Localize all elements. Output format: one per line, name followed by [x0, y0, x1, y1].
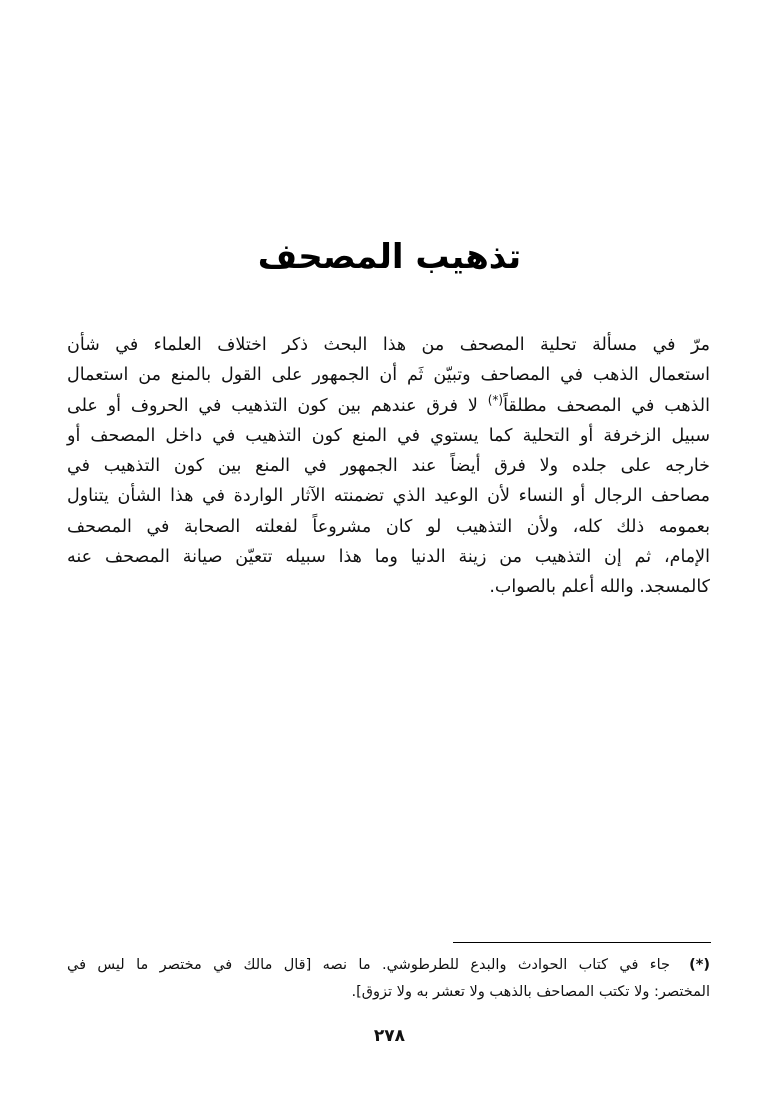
- body-line-9: كالمسجد. والله أعلم بالصواب.: [489, 577, 710, 598]
- body-line-8: الإمام، ثم إن التذهيب من زينة الدنيا وما هذا سبيله تتعيّن صيانة المصحف عنه: [67, 547, 710, 568]
- body-line-3-end: لا فرق عندهم بين كون التذهيب في الحروف أو على: [67, 395, 478, 416]
- body-paragraph: [67, 330, 710, 603]
- footnote-reference[interactable]: (*): [487, 392, 504, 407]
- body-line-6: مصاحف الرجال أو النساء لأن الوعيد الذي تضمنته الآثار الواردة في هذا الشأن يتناول: [67, 486, 710, 507]
- footnote-line-1: [67, 952, 710, 979]
- footnote-line-2: المختصر: ولا تكتب المصاحف بالذهب ولا تعشر به ولا تزوق].: [351, 984, 710, 1000]
- page-title: تذهيب المصحف: [257, 237, 522, 277]
- footnote-text-1: جاء في كتاب الحوادث والبدع للطرطوشي. ما نصه [قال مالك في مختصر ما ليس في: [67, 957, 670, 973]
- footnote-divider: [453, 942, 711, 943]
- body-line-3-start: الذهب في المصحف مطلقاً: [503, 395, 710, 416]
- body-line-3: [67, 391, 710, 421]
- footnote: [67, 952, 710, 1006]
- page-number: ٢٧٨: [373, 1026, 406, 1046]
- body-line-7: بعمومه ذلك كله، ولأن التذهيب لو كان مشروعاً لفعلته الصحابة في المصحف: [67, 516, 710, 537]
- body-line-2: استعمال الذهب في المصاحف وتبيّن ثَم أن الجمهور على القول بالمنع من استعمال: [67, 365, 710, 386]
- body-line-5: خارجه على جلده ولا فرق أيضاً عند الجمهور في المنع بين كون التذهيب في: [67, 456, 710, 477]
- body-line-1: مرّ في مسألة تحلية المصحف من هذا البحث ذكر اختلاف العلماء في شأن: [67, 335, 710, 355]
- footnote-label: (*): [689, 957, 710, 973]
- body-line-4: سبيل الزخرفة أو التحلية كما يستوي في المنع كون التذهيب في داخل المصحف أو: [67, 425, 710, 446]
